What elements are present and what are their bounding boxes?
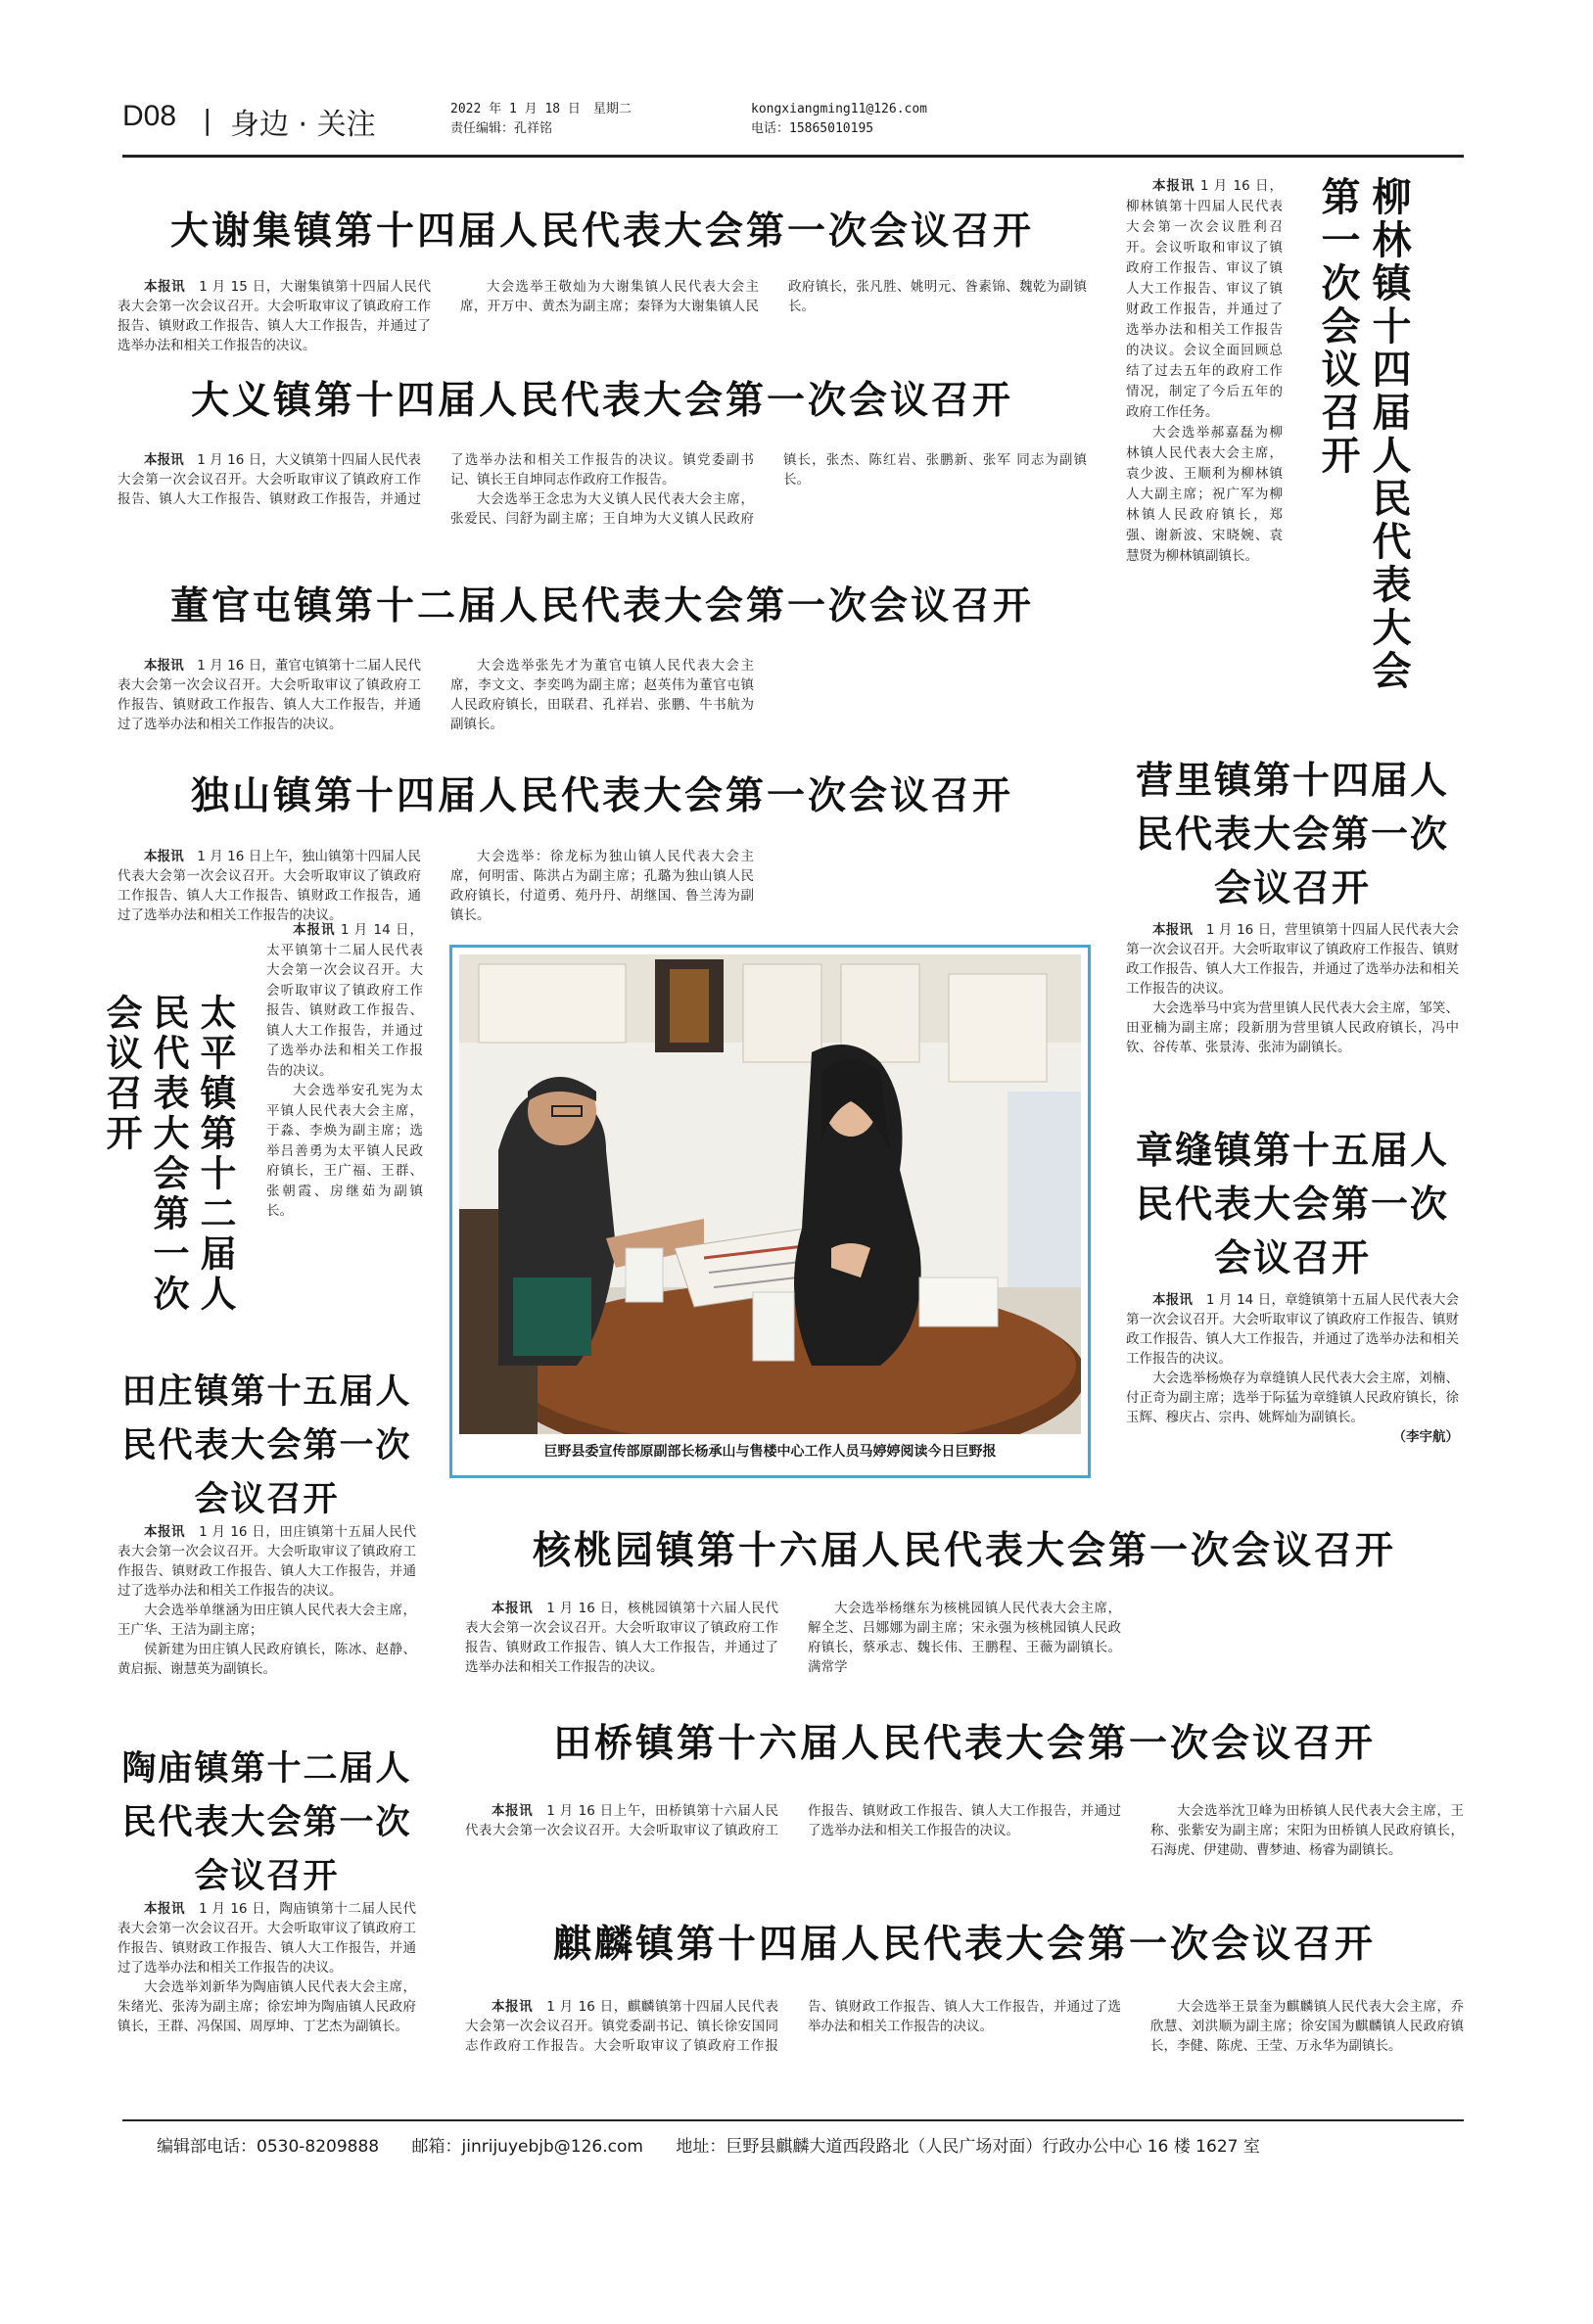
article-title-dongguantun: 董官屯镇第十二届人民代表大会第一次会议召开 [169, 584, 1034, 628]
editor-email: kongxiangming11@126.com [751, 102, 928, 116]
article-body-taomiao: 本报讯 1 月 16 日，陶庙镇第十二届人民代表大会第一次会议召开。大会听取审议了镇政府工作报告、镇财政工作报告、镇人大工作报告，并通过了选举办法和相关工作报告的决议。 大会选举刘新华为陶庙镇人民代表大会主席，朱绪光、张涛为副主席；徐宏坤为陶庙镇人民政府镇长，王群、冯保国、周厚坤、丁艺杰为副镇长。 [117, 1901, 417, 2034]
article-title-qilin: 麒麟镇第十四届人民代表大会第一次会议召开 [552, 1923, 1376, 1967]
photo-caption: 巨野县委宣传部原副部长杨承山与售楼中心工作人员马婷婷阅读今日巨野报 [543, 1444, 997, 1460]
article-body-liulin: 本报讯 1 月 16 日，柳林镇第十四届人民代表大会第一次会议胜利召开。会议听取和审议了镇政府工作报告、审议了镇人大工作报告、审议了镇财政工作报告，并通过了选举办法和相关工作报告的决议。会议全面回顾总结了过去五年的政府工作情况，制定了今后五年的政府工作任务。 大会选举郝嘉磊为柳林镇人民代表大会主席，袁少波、王顺利为柳林镇人大副主席；祝广军为柳林镇人民政府镇长，郑强、谢新波、宋晓婉、袁慧贤为柳林镇副镇长。 [1126, 178, 1283, 564]
footer-email: 邮箱：jinrijuyebjb@126.com [411, 2137, 643, 2157]
article-body-yingli: 本报讯 1 月 16 日，营里镇第十四届人民代表大会第一次会议召开。大会听取审议了镇政府工作报告、镇财政工作报告、镇人大工作报告，并通过了选举办法和相关工作报告的决议。 大会选举马中宾为营里镇人民代表大会主席，邹笑、田亚楠为副主席；段新朋为营里镇人民政府镇长，冯中钦、谷传革、张景涛、张沛为副镇长。 [1126, 922, 1460, 1055]
news-photo-frame [449, 945, 1091, 1478]
article-title-taiping: 太平镇第十二届人民代表大会第一次会议召开 [100, 994, 236, 1315]
article-body-taiping: 本报讯 1 月 14 日，太平镇第十二届人民代表大会第一次会议召开。大会听取审议了镇政府工作报告、镇财政工作报告、镇人大工作报告，并通过了选举办法和相关工作报告的决议。 大会选举安孔宪为太平镇人民代表大会主席，于淼、李焕为副主席；选举吕善勇为太平镇人民政府镇长，王广福、王群、张朝霞、房继茹为副镇长。 [266, 922, 423, 1219]
article-body-dayi: 本报讯 1 月 16 日，大义镇第十四届人民代表大会第一次会议召开。大会听取审议了镇政府工作报告、镇人大工作报告、镇财政工作报告，并通过了选举办法和相关工作报告的决议。镇党委副书记、镇长王自坤同志作政府工作报告。 大会选举王念忠为大义镇人民代表大会主席，张爱民、闫舒为副主席；王自坤为大义镇人民政府镇长，张杰、陈红岩、张鹏新、张军 同志为副镇长。 [117, 452, 1087, 527]
article-title-tianzhuang: 田庄镇第十五届人民代表大会第一次会议召开 [121, 1372, 412, 1519]
byline: （李宇航） [1392, 1429, 1459, 1445]
article-body-dushan: 本报讯 1 月 16 日上午，独山镇第十四届人民代表大会第一次会议召开。大会听取审议了镇政府工作报告、镇人大工作报告、镇财政工作报告，通过了选举办法和相关工作报告的决议。 大会选举：徐龙标为独山镇人民代表大会主席，何明雷、陈洪占为副主席；孔璐为独山镇人民政府镇长，付道勇、苑丹丹、胡继国、鲁兰涛为副镇长。 [117, 849, 754, 923]
article-title-taomiao: 陶庙镇第十二届人民代表大会第一次会议召开 [121, 1749, 412, 1896]
article-title-dayi: 大义镇第十四届人民代表大会第一次会议召开 [190, 379, 1013, 423]
article-title-hetaoyuan: 核桃园镇第十六届人民代表大会第一次会议召开 [532, 1529, 1396, 1573]
article-title-dushan: 独山镇第十四届人民代表大会第一次会议召开 [190, 774, 1013, 818]
article-title-daxieji: 大谢集镇第十四届人民代表大会第一次会议召开 [169, 209, 1034, 254]
header-rule [122, 155, 1464, 158]
article-body-dongguantun: 本报讯 1 月 16 日，董官屯镇第十二届人民代表大会第一次会议召开。大会听取审议了镇政府工作报告、镇财政工作报告、镇人大工作报告，并通过了选举办法和相关工作报告的决议。 大会选举张先才为董官屯镇人民代表大会主席，李文文、李奕鸣为副主席；赵英伟为董官屯镇人民政府镇长，田联君、孔祥岩、张鹏、牛书航为副镇长。 [117, 658, 754, 732]
page-footer [157, 2132, 1288, 2157]
article-body-qilin: 本报讯 1 月 16 日，麒麟镇第十四届人民代表大会第一次会议召开。镇党委副书记、镇长徐安国同志作政府工作报告。大会听取审议了镇政府工作报告、镇财政工作报告、镇人大工作报告，并通过了选举办法和相关工作报告的决议。 大会选举王景奎为麒麟镇人民代表大会主席，乔欣慧、刘洪顺为副主席；徐安国为麒麟镇人民政府镇长，李健、陈虎、王莹、万永华为副镇长。 [465, 1999, 1464, 2054]
article-body-tianqiao: 本报讯 1 月 16 日上午，田桥镇第十六届人民代表大会第一次会议召开。大会听取审议了镇政府工作报告、镇财政工作报告、镇人大工作报告，并通过了选举办法和相关工作报告的决议。 大会选举沈卫峰为田桥镇人民代表大会主席，王称、张紫安为副主席；宋阳为田桥镇人民政府镇长，石海虎、伊建勋、曹梦迪、杨睿为副镇长。 [465, 1803, 1464, 1858]
article-title-yingli: 营里镇第十四届人民代表大会第一次会议召开 [1135, 759, 1449, 909]
article-title-liulin: 柳林镇十四届人民代表大会第一次会议召开 [1315, 176, 1411, 693]
section-name: 身边 · 关注 [230, 108, 376, 142]
footer-rule [122, 2119, 1464, 2121]
article-body-daxieji: 本报讯 1 月 15 日，大谢集镇第十四届人民代表大会第一次会议召开。大会听取审议了镇政府工作报告、镇财政工作报告、镇人大工作报告，并通过了选举办法和相关工作报告的决议。 大会选举王敬灿为大谢集镇人民代表大会主席，开万中、黄杰为副主席；秦铎为大谢集镇人民政府镇长，张凡胜、姚明元、昝素锦、魏乾为副镇长。 [117, 279, 1087, 353]
article-body-zhangfeng: 本报讯 1 月 14 日，章缝镇第十五届人民代表大会第一次会议召开。大会听取审议了镇政府工作报告、镇财政工作报告、镇人大工作报告，并通过了选举办法和相关工作报告的决议。 大会选举杨焕存为章缝镇人民代表大会主席，刘楠、付正奇为副主席；选举于际猛为章缝镇人民政府镇长，徐玉辉、穆庆占、宗冉、姚辉灿为副镇长。 （李宇航） [1126, 1292, 1460, 1445]
issue-date: 2022 年 1 月 18 日 星期二 [450, 102, 632, 116]
article-body-tianzhuang: 本报讯 1 月 16 日，田庄镇第十五届人民代表大会第一次会议召开。大会听取审议了镇政府工作报告、镇财政工作报告、镇人大工作报告，并通过了选举办法和相关工作报告的决议。 大会选举单继涵为田庄镇人民代表大会主席，王广华、王洁为副主席； 侯新建为田庄镇人民政府镇长，陈冰、赵静、黄启振、谢慧英为副镇长。 [117, 1524, 417, 1677]
footer-address: 地址：巨野县麒麟大道西段路北（人民广场对面）行政办公中心 16 楼 1627 室 [676, 2137, 1260, 2157]
editor-phone: 电话：15865010195 [751, 121, 874, 136]
article-body-hetaoyuan: 本报讯 1 月 16 日，核桃园镇第十六届人民代表大会第一次会议召开。大会听取审议了镇政府工作报告、镇财政工作报告、镇人大工作报告，并通过了选举办法和相关工作报告的决议。 大会选举杨继东为核桃园镇人民代表大会主席，解全芝、吕娜娜为副主席；宋永强为核桃园镇人民政府镇长，蔡承志、魏长伟、王鹏程、王薇为副镇长。满常学 [465, 1601, 1121, 1675]
footer-phone: 编辑部电话：0530-8209888 [157, 2137, 380, 2157]
article-title-zhangfeng: 章缝镇第十五届人民代表大会第一次会议召开 [1135, 1129, 1449, 1279]
news-photo [459, 954, 1081, 1434]
page-number: D08 [122, 100, 177, 132]
header-divider: | [203, 104, 212, 136]
article-title-tianqiao: 田桥镇第十六届人民代表大会第一次会议召开 [552, 1722, 1376, 1766]
reading-newspaper-photo [459, 954, 1081, 1434]
responsible-editor: 责任编辑：孔祥铭 [450, 121, 553, 136]
page-header [122, 90, 1464, 149]
